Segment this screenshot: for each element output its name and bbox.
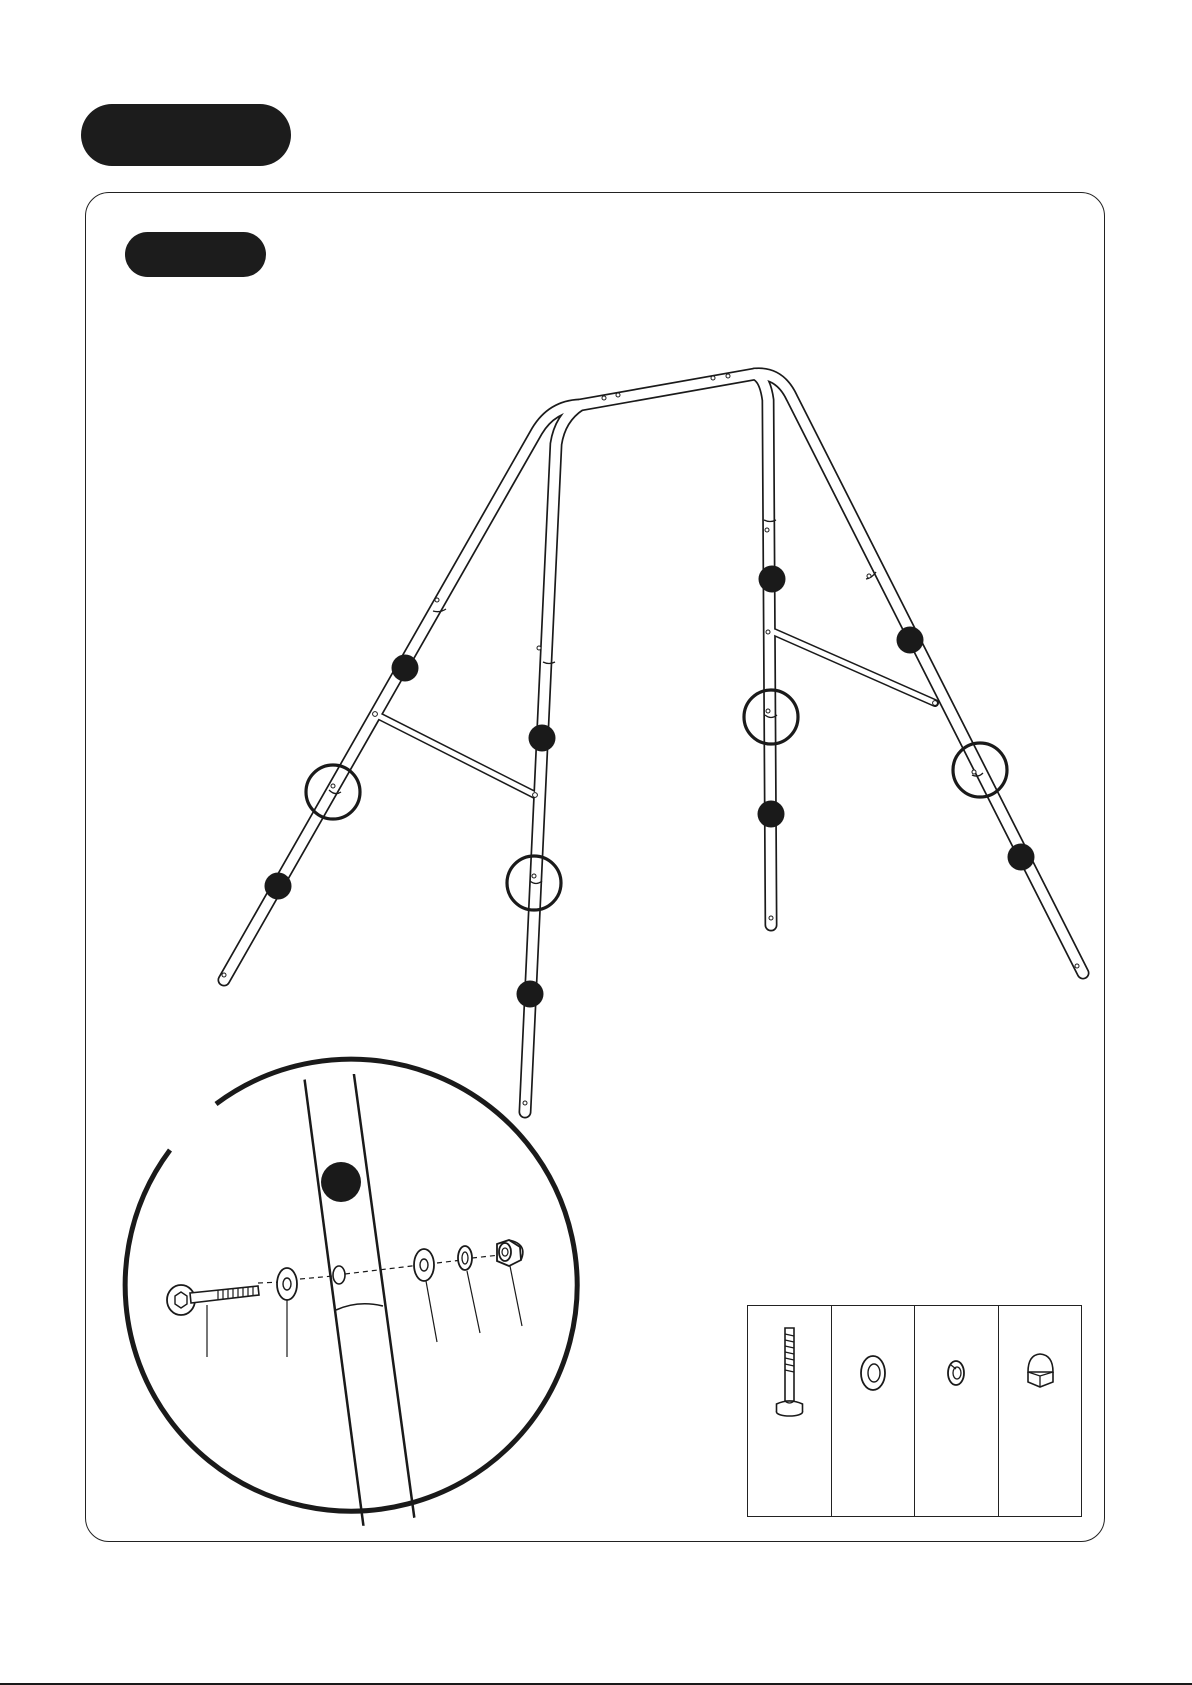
parts-table <box>747 1305 1082 1517</box>
frame-tubes <box>224 374 1083 1112</box>
flat-washer-exploded <box>277 1268 297 1300</box>
callout-marker <box>517 981 544 1008</box>
flat-washer-icon <box>832 1306 915 1518</box>
parts-cell-bolt <box>748 1306 832 1516</box>
callout-markers <box>265 566 1035 1008</box>
flat-washer-exploded <box>414 1249 434 1281</box>
parts-cell-flat-washer <box>832 1306 916 1516</box>
detail-rings <box>306 690 1007 910</box>
spring-washer-exploded <box>458 1246 472 1270</box>
bolt-icon <box>748 1306 831 1518</box>
bolt-holes <box>222 374 1079 1105</box>
callout-marker <box>265 873 292 900</box>
zoom-detail <box>125 1059 577 1530</box>
parts-cell-cap-nut <box>999 1306 1082 1516</box>
tube-seams <box>433 520 876 664</box>
cap-nut-icon <box>999 1306 1082 1518</box>
spring-washer-icon <box>915 1306 998 1518</box>
bolt-exploded <box>167 1285 259 1315</box>
cap-nut-exploded <box>497 1240 523 1266</box>
callout-marker <box>392 655 419 682</box>
callout-marker <box>897 627 924 654</box>
parts-cell-spring-washer <box>915 1306 999 1516</box>
callout-marker <box>759 566 786 593</box>
callout-marker <box>529 725 556 752</box>
callout-marker <box>758 801 785 828</box>
callout-marker <box>1008 844 1035 871</box>
zoom-callout-marker <box>321 1162 361 1202</box>
